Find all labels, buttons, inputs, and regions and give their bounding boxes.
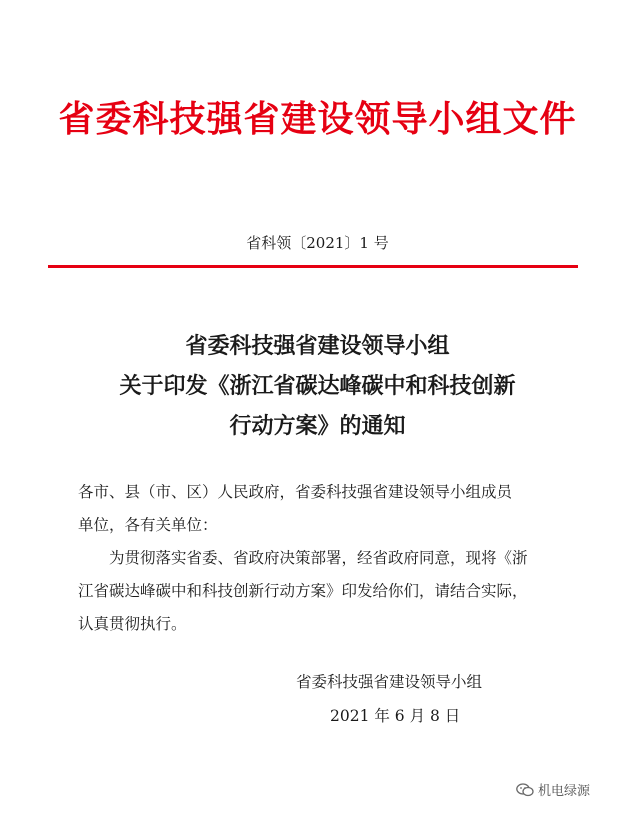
body-line: 认真贯彻执行。 [78, 615, 187, 633]
subject-line: 省委科技强省建设领导小组 [185, 334, 450, 359]
document-header-title: 省委科技强省建设领导小组文件 [58, 99, 577, 140]
red-divider-rule [48, 265, 578, 268]
wechat-icon [516, 783, 534, 797]
notice-subject [0, 327, 635, 447]
body-line: 单位，各有关单位： [78, 516, 218, 534]
body-line: 江省碳达峰碳中和科技创新行动方案》印发给你们，请结合实际， [78, 582, 528, 600]
body-line: 为贯彻落实省委、省政府决策部署，经省政府同意，现将《浙 [109, 549, 528, 567]
signature-org: 省委科技强省建设领导小组 [296, 673, 483, 691]
watermark-text: 机电绿源 [538, 784, 591, 799]
body-line: 各市、县（市、区）人民政府，省委科技强省建设领导小组成员 [78, 483, 513, 501]
signature-date: 2021 年 6 月 8 日 [330, 707, 461, 725]
subject-line: 关于印发《浙江省碳达峰碳中和科技创新 [119, 374, 516, 399]
subject-line: 行动方案》的通知 [229, 414, 406, 439]
notice-body [78, 476, 583, 641]
document-number: 省科领〔2021〕1 号 [246, 234, 389, 252]
watermark [516, 780, 590, 799]
